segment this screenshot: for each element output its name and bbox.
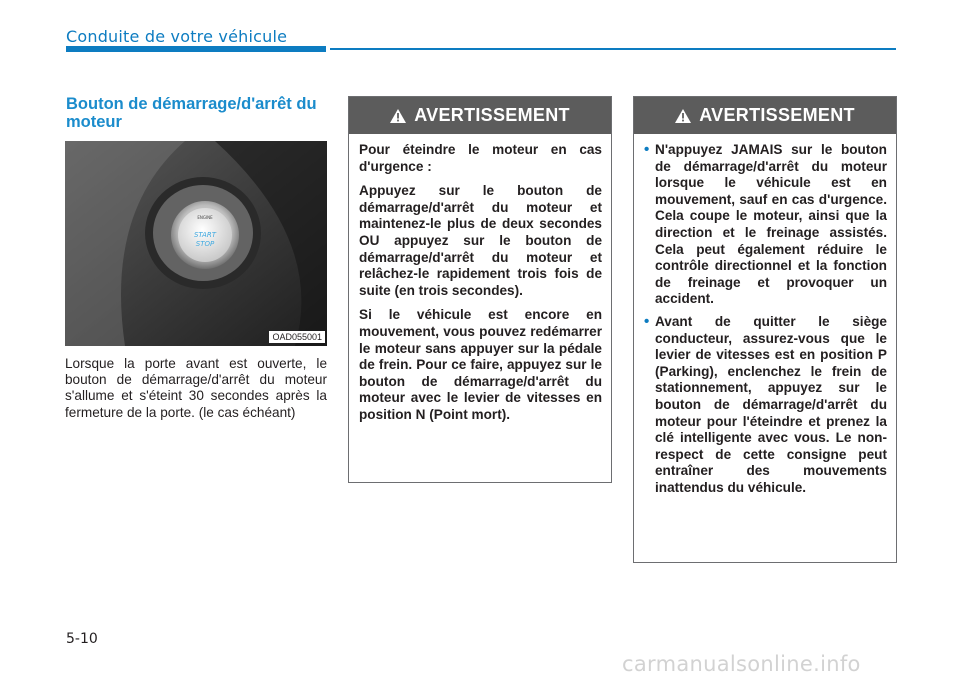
warning-bullet-text: Avant de quitter le siège conducteur, assurez-vous que le levier de vitesses est en position P (Parking), enclenchez le frein de stationnement, appuyez sur le bouton de démarrage/d'arrêt du moteur pour l'éteindre et prenez la clé intelligente avec vous. Le non-respect de cette consigne peut entraîner des mouvements inattendus du véhicule. <box>655 313 887 495</box>
warning-title: AVERTISSEMENT <box>699 105 855 125</box>
page-number: 5-10 <box>66 631 98 647</box>
section-header: Conduite de votre véhicule <box>66 27 288 46</box>
warning-body <box>349 134 611 424</box>
photo-code: OAD055001 <box>269 331 325 343</box>
warning-title: AVERTISSEMENT <box>414 105 570 125</box>
warning-triangle-icon <box>675 109 691 123</box>
photo-button-engine-text: ENGINE <box>197 215 213 220</box>
section-title: Bouton de démarrage/d'arrêt du moteur <box>66 95 317 131</box>
bullet-dot-icon: • <box>644 312 650 330</box>
warning-paragraph: Si le véhicule est encore en mouvement, vous pouvez redémarrer le moteur sans appuyer sur la pédale de frein. Pour ce faire, appuyez sur le bouton de démarrage/d'arrêt du moteur avec le levier de vitesses en position N (Point mort). <box>359 307 602 422</box>
watermark: carmanualsonline.info <box>622 652 861 676</box>
warning-box-emergency <box>348 96 612 483</box>
warning-paragraph: Pour éteindre le moteur en cas d'urgence : <box>359 142 602 174</box>
header-rule-thin <box>330 48 896 50</box>
body-paragraph: Lorsque la porte avant est ouverte, le bouton de démarrage/d'arrêt du moteur s'allume et s'éteint 30 secondes après la fermeture de la porte. (le cas échéant) <box>65 356 327 420</box>
header-rule-thick <box>66 46 326 52</box>
photo-button-start-text: START <box>193 231 217 239</box>
photo-button-stop-text: STOP <box>195 240 215 248</box>
warning-box-driving <box>633 96 897 563</box>
warning-body <box>634 134 896 496</box>
warning-paragraph: Appuyez sur le bouton de démarrage/d'arrêt du moteur et maintenez-le plus de deux secondes OU appuyez sur le bouton de démarrage/d'arrêt du moteur et relâchez-le rapidement trois fois de suite (en trois secondes). <box>359 183 602 298</box>
warning-triangle-icon <box>390 109 406 123</box>
warning-header <box>634 97 896 134</box>
warning-bullet <box>644 142 887 308</box>
engine-button-photo <box>65 141 327 346</box>
warning-header <box>349 97 611 134</box>
photo-illustration <box>65 141 327 346</box>
warning-bullet-text: N'appuyez JAMAIS sur le bouton de démarrage/d'arrêt du moteur lorsque le véhicule est en mouvement, sauf en cas d'urgence. Cela coupe le moteur, ainsi que la direction et le freinage assistés. Cela peut également réduire le contrôle directionnel et la fonction de freinage et provoquer un accident. <box>655 142 887 307</box>
warning-bullet <box>644 314 887 497</box>
bullet-dot-icon: • <box>644 141 650 158</box>
